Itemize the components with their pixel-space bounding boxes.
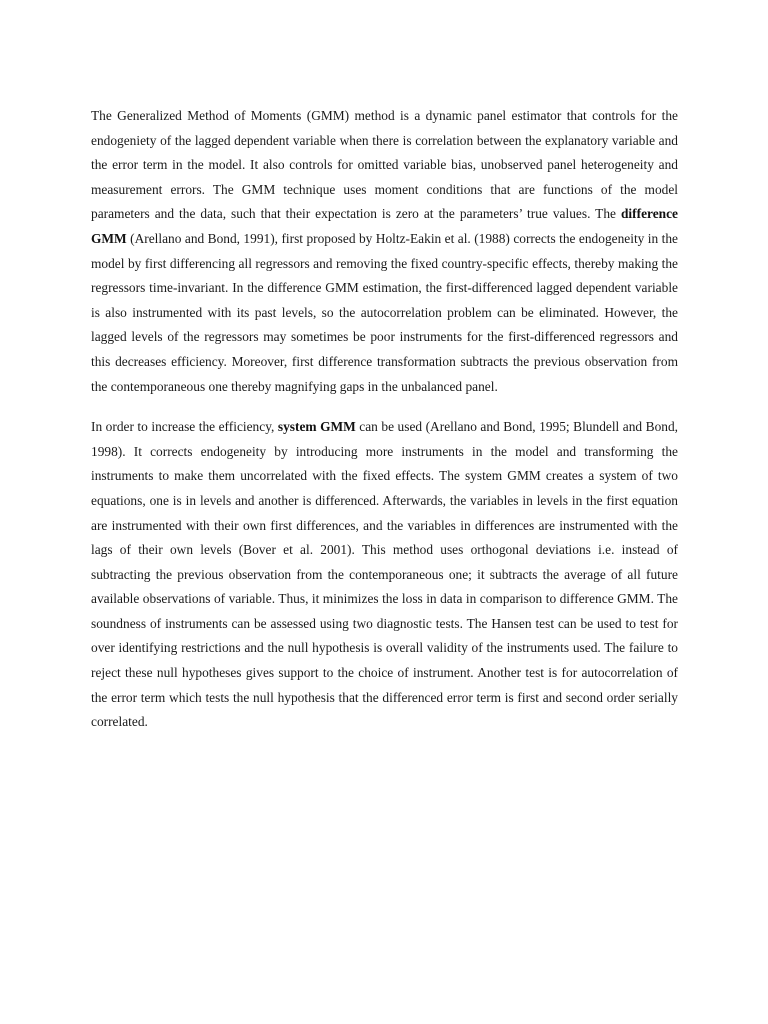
paragraph-text: (Arellano and Bond, 1991), first proposed by Holtz-Eakin et al. (1988) corrects the endogeneity in the model by first differencing all regressors and removing the fixed country-specific effects, thereby making the regressors time-invariant. In the difference GMM estimation, the first-differenced lagged dependent variable is also instrumented with its past levels, so the autocorrelation problem can be eliminated. However, the lagged levels of the regressors may sometimes be poor instruments for the first-differenced regressors and this decreases efficiency. Moreover, first difference transformation subtracts the previous observation from the contemporaneous one thereby magnifying gaps in the unbalanced panel.	[91, 230, 678, 394]
bold-term-difference-gmm: difference GMM	[91, 206, 678, 246]
paragraph-text: can be used (Arellano and Bond, 1995; Blundell and Bond, 1998). It corrects endogeneity by introducing more instruments in the model and transforming the instruments to make them uncorrelated with the fixed effects. The system GMM creates a system of two equations, one is in levels and another is differenced. Afterwards, the variables in levels in the first equation are instrumented with their own first differences, and the variables in differences are instrumented with the lags of their own levels (Bover et al. 2001). This method uses orthogonal deviations i.e. instead of subtracting the previous observation from the contemporaneous one; it subtracts the average of all future available observations of variable. Thus, it minimizes the loss in data in comparison to difference GMM. The soundness of instruments can be assessed using two diagnostic tests. The Hansen test can be used to test for over identifying restrictions and the null hypothesis is overall validity of the instruments used. The failure to reject these null hypotheses gives support to the choice of instrument. Another test is for autocorrelation of the error term which tests the null hypothesis that the differenced error term is first and second order serially correlated.	[91, 419, 679, 730]
paragraph-text: In order to increase the efficiency,	[91, 419, 278, 435]
document-body	[91, 104, 678, 735]
bold-term-system-gmm: system GMM	[277, 419, 356, 435]
paragraph-difference-gmm	[91, 104, 678, 399]
paragraph-system-gmm	[91, 415, 678, 735]
paragraph-text: The Generalized Method of Moments (GMM) method is a dynamic panel estimator that controls for the endogeniety of the lagged dependent variable when there is correlation between the explanatory variable and the error term in the model. It also controls for omitted variable bias, unobserved panel heterogeneity and measurement errors. The GMM technique uses moment conditions that are functions of the model parameters and the data, such that their expectation is zero at the parameters’ true values. The	[91, 108, 678, 222]
